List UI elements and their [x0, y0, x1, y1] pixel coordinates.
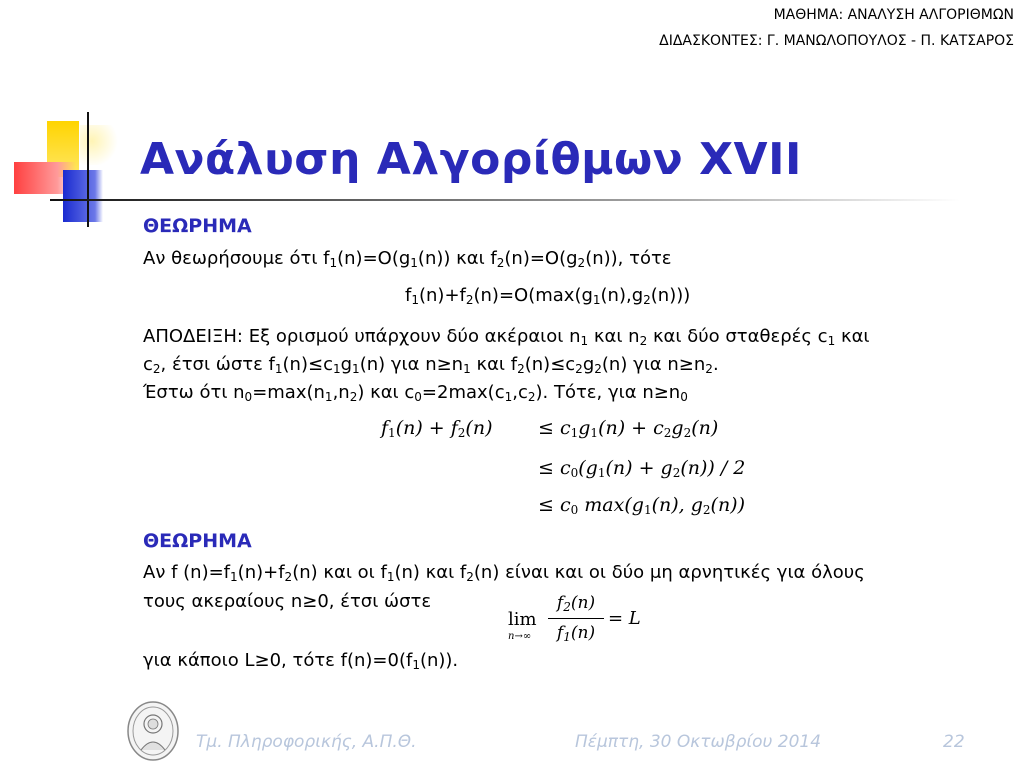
theorem2-line-3: για κάποιο L≥0, τότε $f(n)=0(f_1(n))$. — [143, 650, 459, 672]
math-row1-left: $f_1(n) + f_2(n)$ — [381, 417, 493, 440]
logo-vertical-line — [87, 112, 89, 227]
limit-subscript: n→∞ — [508, 631, 532, 642]
theorem2-line-2: τους ακεραίους n≥0, έτσι ώστε — [143, 591, 432, 612]
math-row2: ≤ $c_0(g_1(n) + g_2(n)) / 2$ — [538, 457, 746, 480]
fraction-numerator: $f_2(n)$ — [556, 593, 596, 614]
theorem1-statement: Αν θεωρήσουμε ότι $f_1(n)=O(g_1(n))$ και $f_2(n)=O(g_2(n))$, τότε — [143, 248, 672, 270]
slide-title: Ανάλυση Αλγορίθμων XVII — [140, 134, 802, 185]
slide-number: 22 — [943, 732, 965, 752]
limit-fraction — [548, 593, 604, 643]
proof-line-2: $c_2$, έτσι ώστε $f_1(n)\le c_1g_1(n)$ για $n\ge n_1$ και $f_2(n)\le c_2g_2(n)$ για $n\ge n_2$. — [143, 354, 719, 376]
footer-date: Πέμπτη, 30 Οκτωβρίου 2014 — [575, 732, 822, 752]
title-underline — [50, 199, 960, 201]
math-row3: ≤ $c_0$ $\max(g_1(n)$, $g_2(n)$) — [538, 494, 746, 517]
theorem1-result: $f_1(n)+f_2(n)=O(\max(g_1(n),g_2(n)))$ — [405, 285, 691, 307]
fraction-bar — [548, 618, 604, 619]
university-seal-icon — [126, 700, 180, 762]
fraction-denominator: $f_1(n)$ — [556, 623, 596, 644]
logo-blue-square — [63, 170, 103, 222]
logo-glow — [80, 125, 120, 165]
footer-department: Τμ. Πληροφορικής, Α.Π.Θ. — [196, 732, 417, 752]
math-row1-right: ≤ $c_1g_1(n) + c_2g_2(n)$ — [538, 417, 719, 440]
limit-operator: lim — [508, 609, 537, 630]
proof-line-3: Έστω ότι $n_0=\max(n_1,n_2)$ και $c_0=2\max(c_1,c_2)$. Τότε, για $n\ge n_0$ — [143, 382, 688, 404]
theorem2-line-1: Αν f $(n)=f_1(n)+f_2(n)$ και οι $f_1(n)$ και $f_2(n)$ είναι και οι δύο μη αρνητικές για όλους — [143, 562, 865, 584]
theorem2-heading: ΘΕΩΡΗΜΑ — [143, 530, 252, 552]
proof-line-1: ΑΠΟΔΕΙΞΗ: Εξ ορισμού υπάρχουν δύο ακέραιοι $n_1$ και $n_2$ και δύο σταθερές $c_1$ και — [143, 326, 870, 348]
limit-expression — [508, 593, 648, 653]
limit-equals-L: = L — [608, 608, 641, 629]
theorem1-heading: ΘΕΩΡΗΜΑ — [143, 215, 252, 237]
course-name: ΜΑΘΗΜΑ: ΑΝΑΛΥΣΗ ΑΛΓΟΡΙΘΜΩΝ — [773, 7, 1014, 23]
instructors: ΔΙΔΑΣΚΟΝΤΕΣ: Γ. ΜΑΝΩΛΟΠΟΥΛΟΣ - Π. ΚΑΤΣΑΡΟΣ — [659, 33, 1014, 49]
